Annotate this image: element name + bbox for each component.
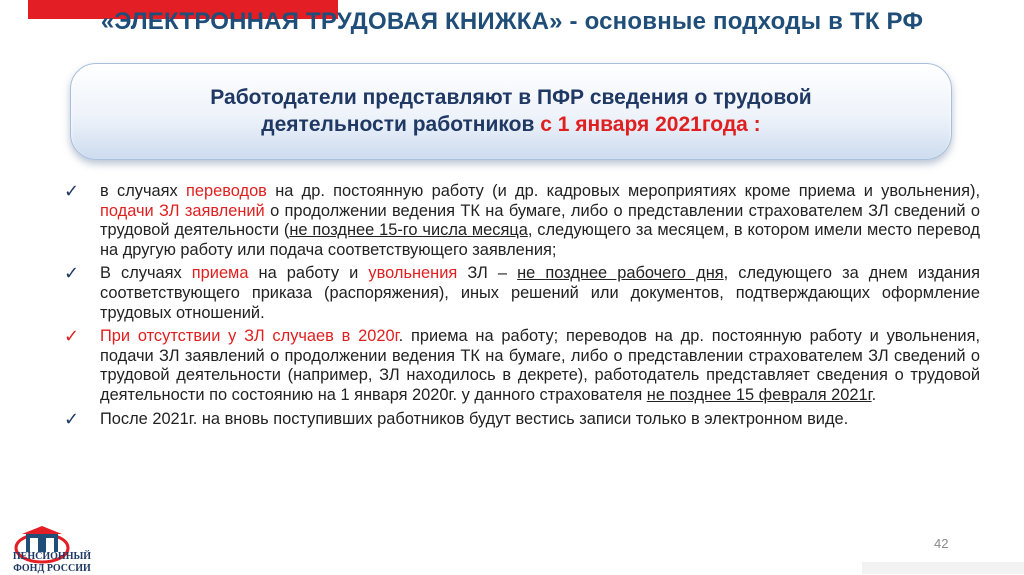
footer-strip <box>862 562 1024 574</box>
banner-text <box>71 84 951 138</box>
list-item <box>60 410 980 430</box>
page-title: «ЭЛЕКТРОННАЯ ТРУДОВАЯ КНИЖКА» - основные подходы в ТК РФ <box>100 8 924 35</box>
headline-banner <box>70 63 952 160</box>
page-number: 42 <box>934 536 949 551</box>
logo-caption: ПЕНСИОННЫЙ ФОНД РОССИИ <box>12 551 92 574</box>
check-icon: ✓ <box>64 181 80 202</box>
item-text: При отсутствии у ЗЛ случаев в 2020г. приема на работу; переводов на др. постоянную работу и увольнения, подачи ЗЛ заявлений о продолжении ведения ТК на бумаге, либо о представлении страхователем ЗЛ сведений о трудовой деятельности (например, ЗЛ находилось в декрете), работодатель представляет сведения о трудовой деятельности по состоянию на 1 января 2020г. у данного страхователя не позднее 15 февраля 2021г. <box>100 327 980 404</box>
banner-line2a: деятельности работников <box>261 113 541 136</box>
list-item <box>60 182 980 260</box>
list-item <box>60 327 980 405</box>
bullet-list <box>60 182 980 433</box>
check-icon: ✓ <box>64 408 80 430</box>
banner-date: с 1 января 2021года : <box>540 113 761 136</box>
banner-line1: Работодатели представляют в ПФР сведения о трудовой <box>210 86 812 109</box>
item-text: После 2021г. на вновь поступивших работников будут вестись записи только в электронном виде. <box>100 409 849 428</box>
check-icon: ✓ <box>64 326 80 348</box>
list-item <box>60 264 980 323</box>
check-icon: ✓ <box>64 263 80 285</box>
item-text: В случаях приема на работу и увольнения ЗЛ – не позднее рабочего дня, следующего за днем издания соответствующего приказа (распоряжения), иных решений или документов, подтверждающих оформление трудовых отношений. <box>100 264 980 322</box>
item-text: в случаях переводов на др. постоянную работу (и др. кадровых мероприятиях кроме приема и увольнения), подачи ЗЛ заявлений о продолжении ведения ТК на бумаге, либо о представлении страхователем ЗЛ сведений о трудовой деятельности (не позднее 15-го числа месяца, следующего за месяцем, в котором имели место перевод на другую работу или подача соответствующего заявления; <box>100 182 980 259</box>
